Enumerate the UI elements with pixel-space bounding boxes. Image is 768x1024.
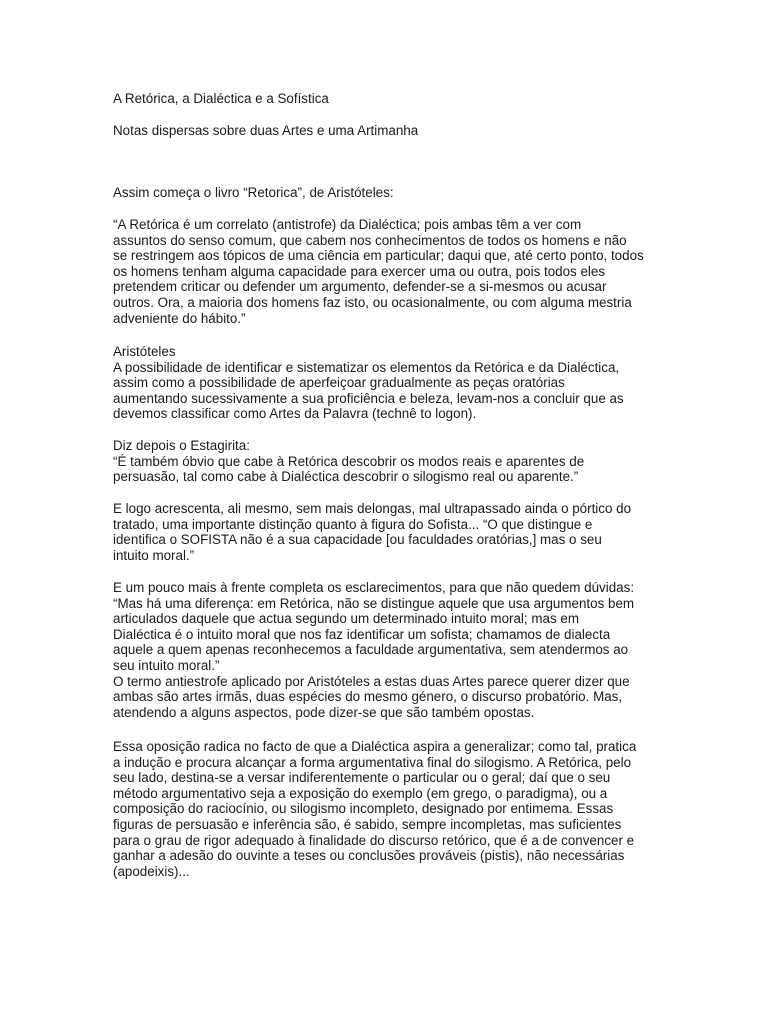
- text-line: ambas são artes irmãs, duas espécies do mesmo género, o discurso probatório. Mas,: [113, 689, 623, 705]
- document-title: [113, 91, 673, 107]
- text-line: a indução e procura alcançar a forma argumentativa final do silogismo. A Retórica, pelo: [113, 754, 632, 770]
- title-line: A Retórica, a Dialéctica e a Sofística: [113, 91, 329, 106]
- text-line: Aristóteles: [113, 344, 176, 359]
- text-line: assuntos do senso comum, que cabem nos conhecimentos de todos os homens e não: [113, 232, 627, 248]
- text-line: método argumentativo seja a exposição do exemplo (em grego, o paradigma), ou a: [113, 785, 608, 801]
- text-line: aquele a quem apenas reconhecemos a faculdade argumentativa, sem atendermos ao: [113, 642, 629, 658]
- text-line: “É também óbvio que cabe à Retórica descobrir os modos reais e aparentes de: [113, 453, 585, 469]
- text-line: E logo acrescenta, ali mesmo, sem mais delongas, mal ultrapassado ainda o pórtico do: [113, 501, 632, 516]
- text-line: Assim começa o livro “Retorica”, de Aristóteles:: [113, 185, 394, 200]
- paragraph-sofista: [113, 501, 673, 563]
- paragraph-attribution: [113, 344, 673, 422]
- paragraph-oposicao: [113, 739, 673, 879]
- text-line: composição do raciocínio, ou silogismo incompleto, designado por entimema. Essas: [113, 801, 614, 817]
- text-line: ganhar a adesão do ouvinte a teses ou conclusões prováveis (pistis), não necessárias: [113, 848, 625, 864]
- text-line: adveniente do hábito.”: [113, 310, 246, 326]
- text-line: intuito moral.”: [113, 547, 195, 563]
- document-subtitle: [113, 123, 673, 139]
- paragraph-intro: [113, 185, 673, 201]
- text-line: persuasão, tal como cabe à Dialéctica descobrir o silogismo real ou aparente.”: [113, 469, 579, 485]
- paragraph-esclarecimentos: [113, 580, 673, 720]
- text-line: O termo antiestrofe aplicado por Aristóteles a estas duas Artes parece querer dizer que: [113, 673, 630, 689]
- text-line: aumentando sucessivamente a sua proficiência e beleza, levam-nos a concluir que as: [113, 390, 624, 406]
- text-line: pretendem criticar ou defender um argumento, defender-se a si-mesmos ou acusar: [113, 279, 607, 295]
- text-line: os homens tenham alguma capacidade para exercer uma ou outra, pois todos eles: [113, 263, 606, 279]
- text-line: atendendo a alguns aspectos, pode dizer-se que são também opostas.: [113, 704, 535, 720]
- text-line: Diz depois o Estagirita:: [113, 438, 250, 453]
- paragraph-estagirita: [113, 438, 673, 485]
- text-line: articulados daquele que actua segundo um determinado intuito moral; mas em: [113, 611, 579, 627]
- text-line: “Mas há uma diferença: em Retórica, não se distingue aquele que usa argumentos bem: [113, 595, 635, 611]
- text-line: Essa oposição radica no facto de que a Dialéctica aspira a generalizar; como tal, pratica: [113, 739, 637, 754]
- text-line: seu intuito moral.”: [113, 657, 220, 673]
- text-line: (apodeixis)...: [113, 863, 190, 879]
- text-line: para o grau de rigor adequado à finalidade do discurso retórico, que é a de convencer e: [113, 832, 635, 848]
- paragraph-quote-aristotle: [113, 217, 673, 326]
- text-line: devemos classificar como Artes da Palavra (technê to logon).: [113, 406, 477, 422]
- text-line: se restringem aos tópicos de uma ciência em particular; daqui que, até certo ponto, todos: [113, 248, 644, 264]
- text-line: E um pouco mais à frente completa os esclarecimentos, para que não quedem dúvidas:: [113, 580, 635, 595]
- text-line: “A Retórica é um correlato (antistrofe) da Dialéctica; pois ambas têm a ver com: [113, 217, 582, 232]
- text-line: seu lado, destina-se a versar indiferentemente o particular ou o geral; daí que o seu: [113, 770, 611, 786]
- text-line: outros. Ora, a maioria dos homens faz isto, ou ocasionalmente, ou com alguma mestria: [113, 294, 632, 310]
- text-line: Dialéctica é o intuito moral que nos faz identificar um sofista; chamamos de dialecta: [113, 626, 611, 642]
- text-line: identifica o SOFISTA não é a sua capacidade [ou faculdades oratórias,] mas o seu: [113, 532, 602, 548]
- text-line: A possibilidade de identificar e sistematizar os elementos da Retórica e da Dialéctica,: [113, 359, 620, 375]
- subtitle-line: Notas dispersas sobre duas Artes e uma Artimanha: [113, 123, 419, 138]
- text-line: figuras de persuasão e inferência são, é sabido, sempre incompletas, mas suficientes: [113, 816, 622, 832]
- text-line: tratado, uma importante distinção quanto à figura do Sofista... “O que distingue e: [113, 516, 593, 532]
- text-line: assim como a possibilidade de aperfeiçoar gradualmente as peças oratórias: [113, 375, 565, 391]
